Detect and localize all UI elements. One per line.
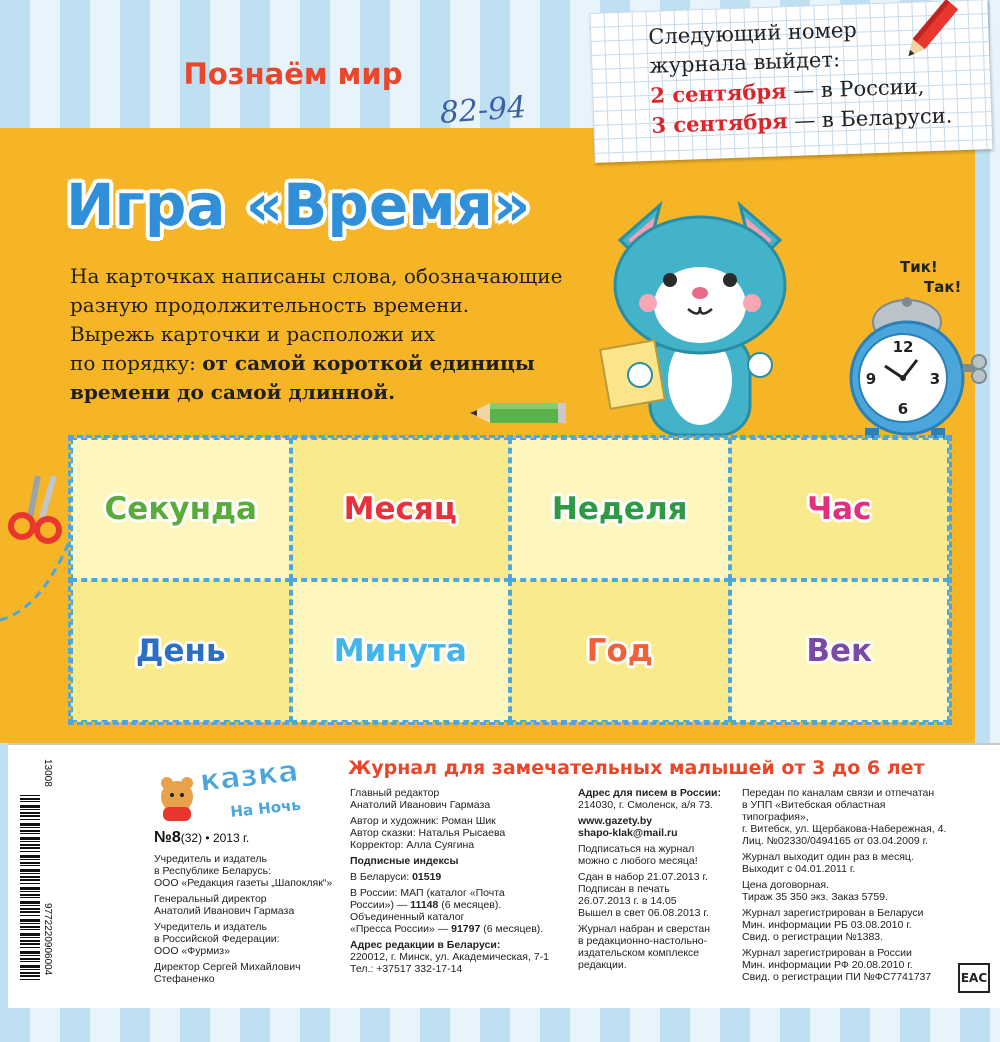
set-4: Вышел в свет 06.08.2013 г. [578,907,709,919]
price-1: Цена договорная. [742,879,829,891]
time-card[interactable] [71,580,291,722]
time-card[interactable] [71,438,291,580]
instructions-line-3: Вырежь карточки и расположи их [70,322,436,346]
time-card[interactable] [291,438,511,580]
alarm-clock-illustration [835,290,990,440]
index-by: 01519 [412,871,442,883]
instructions-line-2: разную продолжительность времени. [70,293,470,317]
editorial-address-1: 220012, г. Минск, ул. Академическая, 7-1 [350,951,549,963]
imprint-column-1 [154,853,344,989]
issue-year: • 2013 г. [202,831,250,845]
pencil-icon [890,0,960,70]
time-card[interactable] [291,580,511,722]
founder-ru-1: Учредитель и издатель [154,921,268,933]
editorial-address-heading: Адрес редакции в Беларуси: [350,939,501,951]
time-card[interactable] [510,438,730,580]
letters-address: 214030, г. Смоленск, а/я 73. [578,799,714,811]
eac-mark: EAC [958,963,990,993]
tick-text: Тик! [900,258,938,276]
time-card[interactable] [730,438,950,580]
registration-by-1: Журнал зарегистрирован в Беларуси [742,907,924,919]
card-label: Век [806,633,873,669]
index-ru-2-suffix: (6 месяцев). [438,899,502,911]
cat-illustration [600,185,800,435]
section-label: Познаём мир [183,57,403,91]
instructions-line-5-bold: времени до самой длинной. [70,380,396,404]
instructions-line-4 [70,349,630,378]
tak-text: Так! [924,278,962,296]
set-1: Сдан в набор 21.07.2013 г. [578,871,708,883]
belarus-rest: — в Беларуси. [787,103,953,134]
issue-total: (32) [180,831,203,845]
registration-by-3: Свид. о регистрации №1383. [742,931,884,943]
logo-main-text: казка [198,753,300,799]
corrector: Корректор: Алла Суягина [350,839,475,851]
letters-address-heading: Адрес для писем в России: [578,787,721,799]
chief-editor-2: Анатолий Иванович Гармаза [350,799,491,811]
registration-ru-1: Журнал зарегистрирован в России [742,947,912,959]
time-cards-grid [68,435,952,725]
skazka-na-noch-logo [133,745,333,835]
notice-line-1: Следующий номер [647,17,858,49]
instructions-line-4-plain: по порядку: [70,351,203,375]
email-link[interactable]: shapo-klak@mail.ru [578,827,678,839]
index-ru-4-suffix: (6 месяцев). [480,923,544,935]
founder-by-3: ООО «Редакция газеты „Шапокляк“» [154,877,333,889]
time-card[interactable] [510,580,730,722]
website-link[interactable]: www.gazety.by [578,815,653,827]
director-1: Директор Сергей Михайлович [154,961,301,973]
print-4: г. Витебск, ул. Щербакова-Набережная, 4. [742,823,947,835]
barcode [20,755,53,1003]
founder-ru-3: ООО «Фурмиз» [154,945,230,957]
tagline: Журнал для замечательных малышей от 3 до 6 лет [348,757,925,779]
index-ru-2: 11148 [410,899,439,911]
instructions-line-1: На карточках написаны слова, обозначающие [70,264,563,288]
founder-by-1: Учредитель и издатель [154,853,268,865]
instructions-line-4-bold: от самой короткой единицы [202,351,535,375]
imprint-footer [8,743,1000,1010]
set-2: Подписан в печать [578,883,670,895]
card-label: День [135,633,226,669]
index-by-prefix: В Беларуси: [350,871,413,883]
imprint-column-4 [742,787,957,987]
bottom-stripe-strip [0,1008,1000,1042]
logo-sub-text: На Ночь [229,795,302,821]
typeset-4: редакции. [578,959,627,971]
price-2: Тираж 35 350 экз. Заказ 5759. [742,891,888,903]
barcode-top-digits: 13008 [42,759,53,787]
belarus-date: 3 сентября [651,108,788,138]
registration-ru-3: Свид. о регистрации ПИ №ФС7741737 [742,971,932,983]
typeset-1: Журнал набран и сверстан [578,923,711,935]
print-3: типография», [742,811,809,823]
frequency-2: Выходит с 04.01.2011 г. [742,863,856,875]
gd-2: Анатолий Иванович Гармаза [154,905,295,917]
handwritten-note: 82-94 [438,89,528,131]
author-artist: Автор и художник: Роман Шик [350,815,496,827]
clock-number-6: 6 [897,400,909,418]
author-tale: Автор сказки: Наталья Рысаева [350,827,506,839]
subscribe-1: Подписаться на журнал [578,843,695,855]
clock-number-12: 12 [892,338,914,356]
imprint-column-2 [350,787,575,979]
index-ru-4: 91797 [451,923,481,935]
subscribe-2: можно с любого месяца! [578,855,698,867]
index-ru-2-prefix: России») — [350,899,411,911]
print-1: Передан по каналам связи и отпечатан [742,787,935,799]
print-2: в УПП «Витебская областная [742,799,886,811]
card-label: Месяц [343,491,457,527]
frequency-1: Журнал выходит один раз в месяц. [742,851,914,863]
set-3: 26.07.2013 г. в 14.05 [578,895,677,907]
clock-number-9: 9 [865,370,877,388]
russia-date: 2 сентября [649,78,787,108]
game-instructions [70,262,630,407]
director-2: Стефаненко [154,973,215,985]
gd-1: Генеральный директор [154,893,267,905]
clock-number-3: 3 [929,370,941,388]
barcode-bottom-digits: 9772220906004 [42,903,53,976]
print-5: Лиц. №02330/0494165 от 03.04.2009 г. [742,835,929,847]
time-card[interactable] [730,580,950,722]
registration-ru-2: Мин. информации РФ 20.08.2010 г. [742,959,913,971]
issue-number [154,829,344,849]
editorial-phone: Тел.: +37517 332-17-14 [350,963,463,975]
russia-rest: — в России, [786,74,925,104]
index-ru-3: Объединенный каталог [350,911,465,923]
issue-no: №8 [154,829,181,846]
imprint-column-3 [578,787,746,975]
card-label: Час [807,491,872,527]
card-label: Неделя [551,491,688,527]
subscription-heading: Подписные индексы [350,855,459,867]
card-label: Минута [333,633,467,669]
card-label: Секунда [104,491,257,527]
card-label: Год [586,633,653,669]
green-pencil-icon [468,398,568,428]
chief-editor-1: Главный редактор [350,787,440,799]
index-ru-4-prefix: «Пресса России» — [350,923,452,935]
founder-ru-2: в Российской Федерации: [154,933,280,945]
registration-by-2: Мин. информации РБ 03.08.2010 г. [742,919,912,931]
typeset-3: издательском комплексе [578,947,700,959]
notice-line-2: журнала выйдет: [648,47,841,78]
game-title: Игра «Время» [66,171,531,239]
index-ru-1: В России: МАП (каталог «Почта [350,887,505,899]
founder-by-2: в Республике Беларусь: [154,865,272,877]
typeset-2: в редакционно-настольно- [578,935,708,947]
